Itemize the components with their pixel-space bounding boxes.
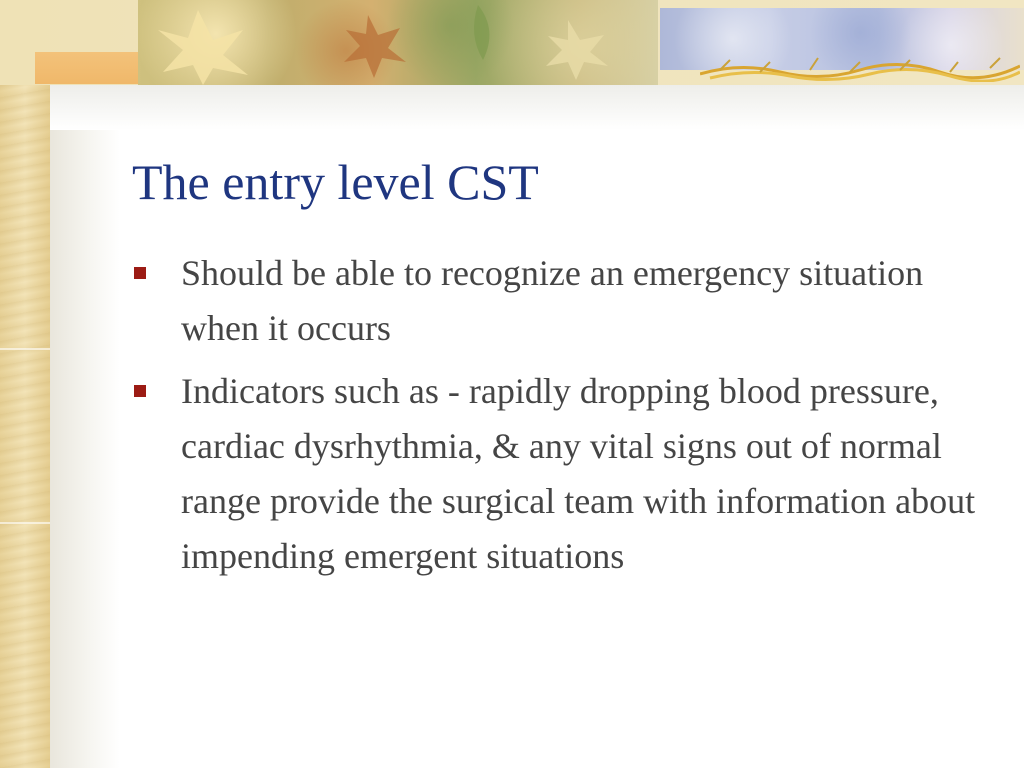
parchment-side-strip (0, 0, 50, 768)
strip-seam (0, 522, 50, 524)
banner-shadow (50, 85, 1024, 130)
slide-title: The entry level CST (132, 154, 539, 210)
bullet-text: Should be able to recognize an emergency situation when it occurs (181, 253, 924, 348)
square-bullet-icon (134, 267, 146, 279)
autumn-leaves-icon (138, 0, 658, 85)
golden-grass-icon (700, 56, 1020, 82)
bullet-item (130, 364, 990, 584)
gold-band (35, 52, 140, 84)
bullet-list (130, 246, 990, 592)
side-shadow (50, 85, 120, 768)
bullet-text: Indicators such as - rapidly dropping blood pressure, cardiac dysrhythmia, & any vital signs out of normal range provide the surgical team with information about impending emergent situations (181, 371, 976, 576)
strip-seam (0, 348, 50, 350)
bullet-item (130, 246, 990, 356)
square-bullet-icon (134, 385, 146, 397)
